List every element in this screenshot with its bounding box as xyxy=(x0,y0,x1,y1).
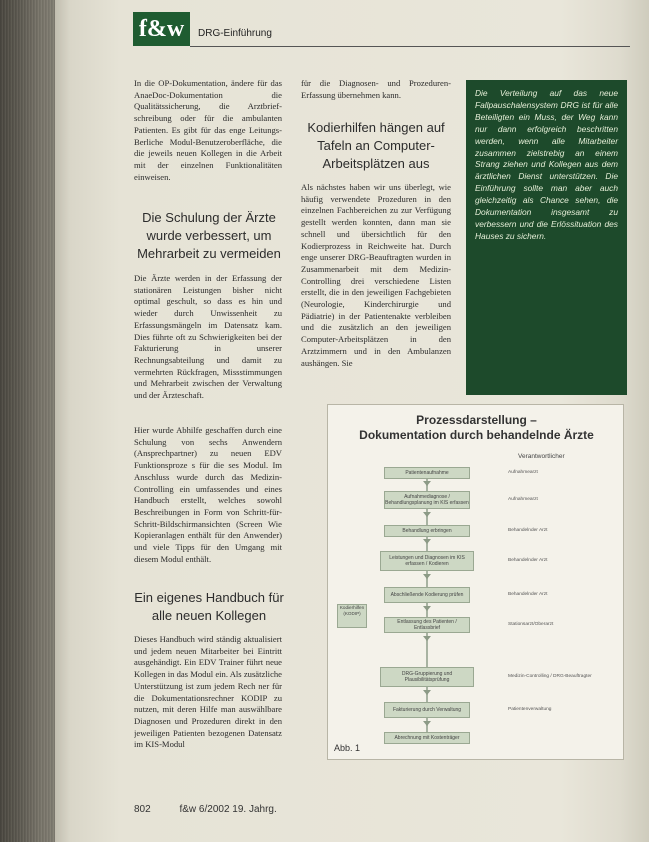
col1-paragraph-4 xyxy=(134,634,282,774)
arrow-icon xyxy=(423,721,431,726)
col1-paragraph-2 xyxy=(134,273,282,402)
highlight-sidebar xyxy=(466,80,627,395)
figure-title-line2: Dokumentation durch behandelnde Ärzte xyxy=(359,428,594,442)
arrow-icon xyxy=(423,636,431,641)
page-number: 802 xyxy=(134,804,151,815)
col2-p2-text: Als nächstes haben wir uns überlegt, wie häufig verwendete Prozeduren in den einzelnen Fachbereichen zu zur Verfügung gestellt werden konnten, dann man sie schnell und übersichtlich für den Kodierprozess in Reichweite hat. Durch enge unserer DRG-Beauftragten wurden in Zusammenarbeit mit dem Medizin-Controlling drei verschiedene Listen erstellt, die in den jeweiligen Fachgebieten (Neurologie, Kinderchirurgie und Pädiatrie) in der Patientenakte verbleiben und die zusätzlich an den jeweiligen Computer-Arbeitsplätzen in den Arztzimmern und in den Ambulanzen aushängen. Sie xyxy=(301,182,451,368)
flow-step-5: Abschließende Kodierung prüfen xyxy=(384,587,470,603)
flow-step-6: Entlassung des Patienten / Entlassbrief xyxy=(384,617,470,633)
flow-resp-8: Patientenverwaltung xyxy=(508,707,552,712)
responsible-header: Verantwortlicher xyxy=(518,453,565,460)
journal-issue: f&w 6/2002 19. Jahrg. xyxy=(179,804,277,815)
arrow-icon xyxy=(423,512,431,517)
col1-p1-text: In die OP-Dokumentation, ändere für das AnaeDoc-Dokumentation die Qualitätssicherung, die Arztbrief-schreibung oder für die ambulanten Patienten. Es gibt für das enge Leitungs-Berliche Modul-Benutzeroberfläche, die die jeweils neuen Kollegen in die Arbeit mit der einzelnen Funktionalitäten einweisen. xyxy=(134,78,282,182)
page-footer xyxy=(134,804,277,815)
arrow-icon xyxy=(423,539,431,544)
flow-side-box: Kodierhilfen (KODIP) xyxy=(337,604,367,628)
flow-resp-5: Behandelnder Arzt xyxy=(508,592,548,597)
flow-step-2: Aufnahmediagnose / Behandlungsplanung im KIS erfassen xyxy=(384,491,470,509)
flow-resp-6: Stationsarzt/Oberarzt xyxy=(508,622,554,627)
col2-p1-text: für die Diagnosen- und Prozeduren-Erfassung übernehmen kann. xyxy=(301,78,451,100)
flow-step-4: Leistungen und Diagnosen im KIS erfassen / Kodieren xyxy=(380,551,474,571)
process-figure xyxy=(327,404,624,760)
book-spine-shadow xyxy=(0,0,55,842)
flow-resp-3: Behandelnder Arzt xyxy=(508,528,548,533)
figure-title-line1: Prozessdarstellung – xyxy=(416,413,537,427)
flow-step-8: Fakturierung durch Verwaltung xyxy=(384,702,470,718)
arrow-icon xyxy=(423,690,431,695)
flow-resp-4: Behandelnder Arzt xyxy=(508,558,548,563)
col1-p2-text: Die Ärzte werden in der Erfassung der stationären Leistungen bisher nicht optimal geschult, so dass es hin und wieder durch Unwissenheit zu Erfassungsmängeln im Datensatz kam. Dies führte oft zu Schwierigkeiten bei der Fakturierung in unserer Rechnungsabteilung und damit zu vermehrten Rückfragen, Missstimmungen und Mehrarbeit zwischen der Verwaltung und der Ärzteschaft. xyxy=(134,273,282,401)
flow-resp-1: Aufnahmearzt xyxy=(508,470,538,475)
flow-step-7: DRG-Gruppierung und Plausibilitätsprüfung xyxy=(380,667,474,687)
arrow-icon xyxy=(423,481,431,486)
flow-step-3: Behandlung erbringen xyxy=(384,525,470,537)
header-rule xyxy=(190,46,630,47)
col1-paragraph-1 xyxy=(134,78,282,183)
col1-subheading-2: Ein eigenes Handbuch für alle neuen Kollegen xyxy=(134,590,284,623)
col2-paragraph-2 xyxy=(301,182,451,390)
flow-step-1: Patientenaufnahme xyxy=(384,467,470,479)
col2-subheading-1: Kodierhilfen hängen auf Tafeln an Computer-Arbeitsplätzen aus xyxy=(307,120,445,171)
col1-subheading-1: Die Schulung der Ärzte wurde verbessert, um Mehrarbeit zu vermeiden xyxy=(137,210,281,261)
section-title: DRG-Einführung xyxy=(198,28,272,39)
flow-resp-7: Medizin-Controlling / DRG-Beauftragter xyxy=(508,674,592,679)
sidebar-text: Die Verteilung auf das neue Fallpauschalensystem DRG ist für alle Beteiligten ein Muss, der Weg kann nur dann erfolgreich beschritten werden, wenn alle Mitarbeiter zusammen zielstrebig an einem Strang ziehen und Kollegen aus dem ärztlichen Dienst unterstützen. Die Einführung sollte man aber auch gleichzeitig als Chance sehen, die Dokumentation insgesamt zu verbessern und die Erlössituation des Hauses zu sichern. xyxy=(475,88,618,241)
arrow-icon xyxy=(423,574,431,579)
col1-p3-text: Hier wurde Abhilfe geschaffen durch eine Schulung von sechs Anwendern (Ansprechpartner) zu neuen EDV Funktionsproze s für die ses Modul. Im Anschluss wurde durch das Medizin-Controlling ein umfassendes und eines Handbuch erstellt, welches sowohl Beschreibungen in Form von Schritt-für-Schritt-Bildschirmansichten (Screen Wie Kopieranlagen enthält für den Anwender) und viele Tipps für den Umgang mit diesem Modul enthält. xyxy=(134,425,282,564)
flow-resp-2: Aufnahmearzt xyxy=(508,497,538,502)
journal-logo: f&w xyxy=(133,12,190,46)
flow-step-9: Abrechnung mit Kostenträger xyxy=(384,732,470,744)
col1-paragraph-3 xyxy=(134,425,282,565)
col1-p4-text: Dieses Handbuch wird ständig aktualisiert und jedem neuen Mitarbeiter bei Eintritt ausgehändigt. Ein EDV Trainer führt neue Kollegen in das Modul ein. Als zusätzliche Unterstützung ist zum jedem Rech ner für die Dokumentationsrechner KODIP zu nutzen, mit deren Hilfe man auswählbare Diagnosen und Prozeduren direkt in den jeweiligen Patienten bezogenen Datensatz im KIS-Modul xyxy=(134,634,282,750)
figure-title xyxy=(328,413,625,443)
figure-caption: Abb. 1 xyxy=(334,743,361,753)
arrow-icon xyxy=(423,606,431,611)
col2-paragraph-1 xyxy=(301,78,451,101)
